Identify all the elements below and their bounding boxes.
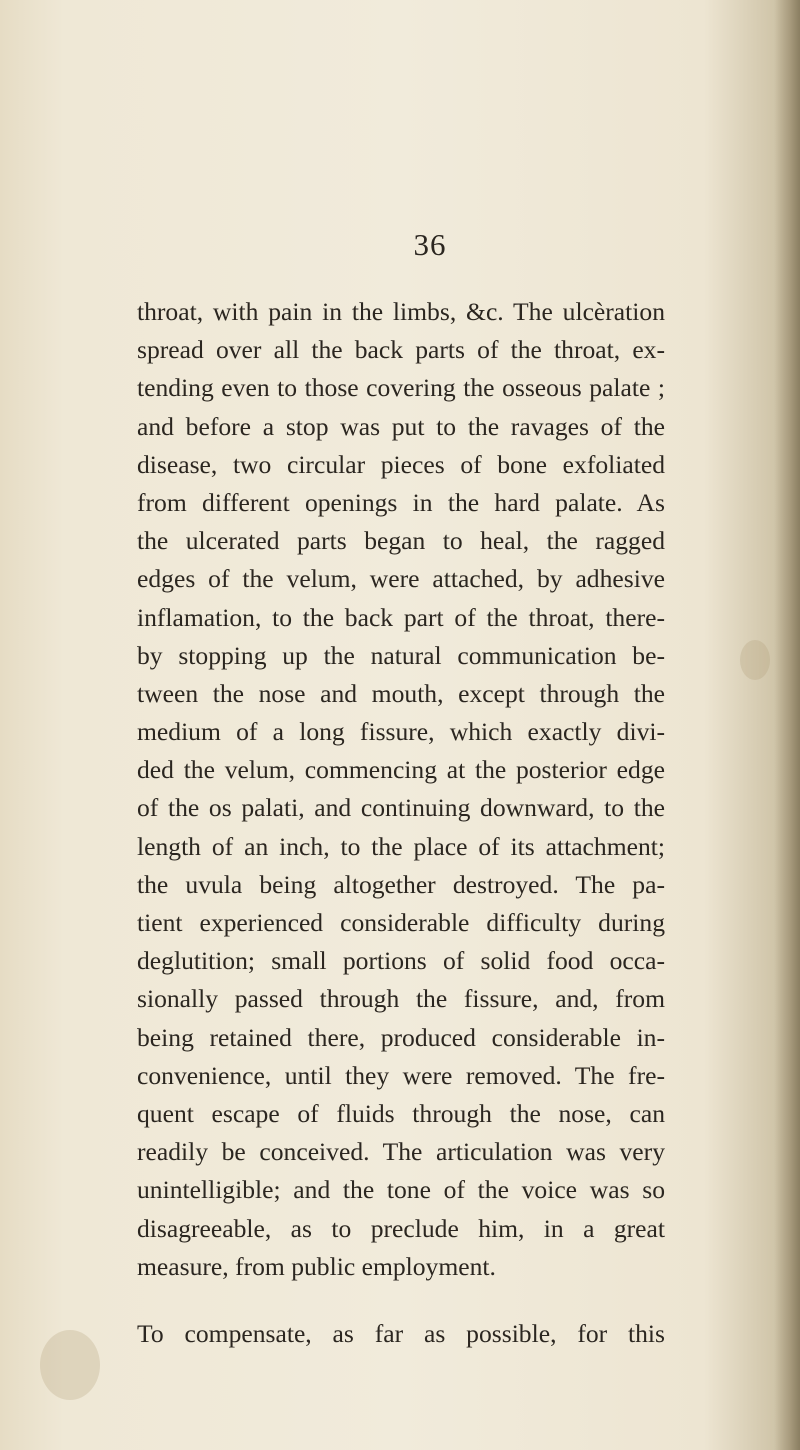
text-line: disease, two circular pieces of bone exfoliated (137, 449, 665, 479)
body-text (137, 293, 665, 1353)
paper-stain (40, 1330, 100, 1400)
text-line: tween the nose and mouth, except through the (137, 678, 665, 708)
text-line: sionally passed through the fissure, and, from (137, 984, 665, 1014)
paragraph-gap (137, 1286, 665, 1315)
text-line: disagreeable, as to preclude him, in a great (137, 1213, 665, 1243)
text-line: being retained there, produced considerable in- (137, 1022, 665, 1052)
text-line: throat, with pain in the limbs, &c. The ulcèration (137, 297, 665, 326)
text-line: the ulcerated parts began to heal, the ragged (137, 526, 665, 556)
text-line: convenience, until they were removed. The fre- (137, 1060, 665, 1090)
page-number: 36 (413, 227, 447, 262)
text-line: unintelligible; and the tone of the voice was so (137, 1175, 665, 1205)
page-edge-shadow (774, 0, 800, 1450)
text-line: tient experienced considerable difficulty during (137, 908, 665, 937)
text-line: of the os palati, and continuing downward, to the (137, 793, 665, 823)
text-line: from different openings in the hard palate. As (137, 487, 665, 517)
text-line: measure, from public employment. (137, 1251, 496, 1281)
text-line: spread over all the back parts of the throat, ex- (137, 335, 665, 365)
text-line: medium of a long fissure, which exactly divi- (137, 717, 665, 747)
next-paragraph-line: To compensate, as far as possible, for this (137, 1318, 665, 1348)
text-line: inflamation, to the back part of the throat, there- (137, 602, 665, 632)
text-line: the uvula being altogether destroyed. The pa- (137, 869, 665, 899)
text-line: ded the velum, commencing at the posterior edge (137, 755, 665, 785)
text-line: by stopping up the natural communication be- (137, 640, 665, 670)
text-line: readily be conceived. The articulation was very (137, 1137, 665, 1167)
text-line: quent escape of fluids through the nose, can (137, 1098, 665, 1128)
text-line: and before a stop was put to the ravages of the (137, 411, 665, 441)
text-line: tending even to those covering the osseous palate ; (137, 373, 665, 403)
paper-stain (740, 640, 770, 680)
text-line: edges of the velum, were attached, by adhesive (137, 564, 665, 594)
text-line: length of an inch, to the place of its attachment; (137, 831, 665, 861)
text-line: deglutition; small portions of solid food occa- (137, 946, 665, 976)
